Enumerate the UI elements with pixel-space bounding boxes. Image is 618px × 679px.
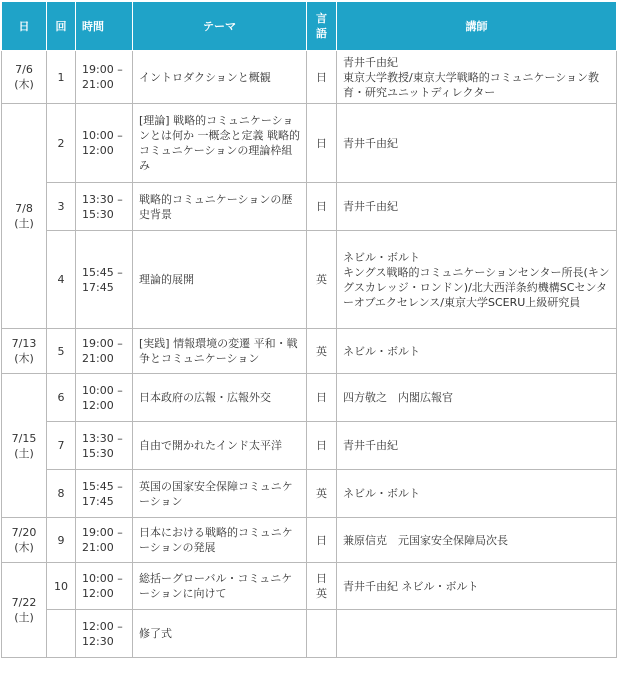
date-weekday: (木) bbox=[14, 541, 34, 554]
time-cell bbox=[76, 231, 133, 329]
session-number: 4 bbox=[47, 231, 76, 329]
theme-cell: [実践] 情報環境の変遷 平和・戦争とコミュニケーション bbox=[133, 329, 307, 374]
table-row bbox=[2, 610, 617, 658]
lecturer-cell: 青井千由紀 bbox=[337, 104, 617, 183]
language-cell: 日 bbox=[307, 51, 337, 104]
lecturer-cell: ネビル・ボルト bbox=[337, 470, 617, 518]
theme-cell: 戦略的コミュニケーションの歴史背景 bbox=[133, 183, 307, 231]
language-ja: 日 bbox=[316, 572, 327, 585]
table-row bbox=[2, 563, 617, 610]
language-cell: 日 bbox=[307, 422, 337, 470]
date-day: 7/8 bbox=[15, 202, 33, 215]
lecturer-cell: 青井千由紀 bbox=[337, 183, 617, 231]
table-row bbox=[2, 104, 617, 183]
time-end: 21:00 bbox=[82, 541, 114, 554]
language-cell: 日 bbox=[307, 374, 337, 422]
time-end: 21:00 bbox=[82, 78, 114, 91]
session-number: 2 bbox=[47, 104, 76, 183]
date-cell bbox=[2, 518, 47, 563]
header-num: 回 bbox=[47, 2, 76, 51]
theme-cell: 英国の国家安全保障コミュニケーション bbox=[133, 470, 307, 518]
time-start: 19:00 – bbox=[82, 63, 123, 76]
language-cell bbox=[307, 563, 337, 610]
language-cell bbox=[307, 610, 337, 658]
time-start: 10:00 – bbox=[82, 572, 123, 585]
table-row bbox=[2, 231, 617, 329]
time-end: 17:45 bbox=[82, 494, 114, 508]
table-row bbox=[2, 183, 617, 231]
lecturer-name: 青井千由紀 bbox=[343, 55, 398, 69]
language-cell: 英 bbox=[307, 470, 337, 518]
header-lang-line1: 言 bbox=[316, 12, 327, 25]
date-weekday: (木) bbox=[14, 78, 34, 91]
language-cell: 日 bbox=[307, 183, 337, 231]
table-row bbox=[2, 422, 617, 470]
table-row bbox=[2, 329, 617, 374]
session-number: 3 bbox=[47, 183, 76, 231]
date-day: 7/15 bbox=[11, 431, 37, 445]
lecturer-cell bbox=[337, 51, 617, 104]
language-en: 英 bbox=[316, 587, 327, 600]
time-cell bbox=[76, 470, 133, 518]
time-end: 12:00 bbox=[82, 587, 114, 600]
header-row bbox=[2, 2, 617, 51]
date-day: 7/13 bbox=[11, 337, 37, 350]
time-start: 13:30 – bbox=[82, 192, 123, 206]
time-start: 12:00 – bbox=[82, 619, 123, 633]
time-end: 15:30 bbox=[82, 446, 114, 460]
table-row bbox=[2, 51, 617, 104]
lecturer-name: ネビル・ボルト bbox=[343, 250, 420, 264]
lecturer-cell bbox=[337, 610, 617, 658]
session-number: 10 bbox=[47, 563, 76, 610]
time-cell bbox=[76, 422, 133, 470]
time-start: 19:00 – bbox=[82, 526, 123, 539]
date-day: 7/20 bbox=[11, 526, 37, 539]
table-row bbox=[2, 518, 617, 563]
time-cell bbox=[76, 374, 133, 422]
lecture-schedule-table bbox=[1, 1, 617, 658]
time-end: 21:00 bbox=[82, 352, 114, 365]
lecturer-cell: ネビル・ボルト bbox=[337, 329, 617, 374]
session-number: 1 bbox=[47, 51, 76, 104]
session-number: 7 bbox=[47, 422, 76, 470]
time-end: 12:00 bbox=[82, 144, 114, 157]
lecturer-cell: 四方敬之 内閣広報官 bbox=[337, 374, 617, 422]
date-weekday: (土) bbox=[14, 611, 34, 624]
date-cell bbox=[2, 104, 47, 329]
lecturer-cell bbox=[337, 231, 617, 329]
time-start: 13:30 – bbox=[82, 431, 123, 445]
time-cell bbox=[76, 563, 133, 610]
date-cell bbox=[2, 329, 47, 374]
time-start: 15:45 – bbox=[82, 479, 123, 493]
time-cell bbox=[76, 518, 133, 563]
time-cell bbox=[76, 104, 133, 183]
header-lecturer: 講師 bbox=[337, 2, 617, 51]
theme-cell: 総括ーグローバル・コミュニケーションに向けて bbox=[133, 563, 307, 610]
time-start: 15:45 – bbox=[82, 265, 123, 279]
time-start: 19:00 – bbox=[82, 337, 123, 350]
time-start: 10:00 – bbox=[82, 129, 123, 142]
header-theme: テーマ bbox=[133, 2, 307, 51]
header-date: 日 bbox=[2, 2, 47, 51]
lecturer-title: 東京大学教授/東京大学戦略的コミュニケーション教育・研究ユニットディレクター bbox=[343, 70, 600, 99]
header-time: 時間 bbox=[76, 2, 133, 51]
theme-cell: 修了式 bbox=[133, 610, 307, 658]
theme-cell: 日本における戦略的コミュニケーションの発展 bbox=[133, 518, 307, 563]
time-end: 15:30 bbox=[82, 207, 114, 221]
time-cell bbox=[76, 183, 133, 231]
date-cell bbox=[2, 51, 47, 104]
date-weekday: (土) bbox=[14, 217, 34, 230]
date-weekday: (土) bbox=[14, 446, 34, 460]
time-end: 17:45 bbox=[82, 280, 114, 294]
time-cell bbox=[76, 610, 133, 658]
time-end: 12:30 bbox=[82, 634, 114, 648]
theme-cell: イントロダクションと概観 bbox=[133, 51, 307, 104]
theme-cell: [理論] 戦略的コミュニケーションとは何か 一概念と定義 戦略的コミュニケーションの理論枠組み bbox=[133, 104, 307, 183]
session-number: 9 bbox=[47, 518, 76, 563]
language-cell: 日 bbox=[307, 518, 337, 563]
date-cell bbox=[2, 374, 47, 518]
lecturer-cell: 青井千由紀 ネビル・ボルト bbox=[337, 563, 617, 610]
session-number: 5 bbox=[47, 329, 76, 374]
date-day: 7/22 bbox=[11, 596, 37, 609]
time-cell bbox=[76, 51, 133, 104]
language-cell: 英 bbox=[307, 231, 337, 329]
session-number: 8 bbox=[47, 470, 76, 518]
date-day: 7/6 bbox=[15, 63, 33, 76]
lecturer-title: キングス戦略的コミュニケーションセンター所長(キングスカレッジ・ロンドン)/北大西洋条約機構SCセンターオブエクセレンス/東京大学SCERU上級研究員 bbox=[343, 265, 610, 309]
theme-cell: 日本政府の広報・広報外交 bbox=[133, 374, 307, 422]
language-cell: 英 bbox=[307, 329, 337, 374]
session-number bbox=[47, 610, 76, 658]
language-cell: 日 bbox=[307, 104, 337, 183]
header-lang bbox=[307, 2, 337, 51]
lecturer-cell: 兼原信克 元国家安全保障局次長 bbox=[337, 518, 617, 563]
time-start: 10:00 – bbox=[82, 383, 123, 397]
time-end: 12:00 bbox=[82, 398, 114, 412]
session-number: 6 bbox=[47, 374, 76, 422]
lecturer-cell: 青井千由紀 bbox=[337, 422, 617, 470]
table-row bbox=[2, 470, 617, 518]
date-weekday: (木) bbox=[14, 352, 34, 365]
theme-cell: 理論的展開 bbox=[133, 231, 307, 329]
header-lang-line2: 語 bbox=[316, 27, 327, 40]
date-cell bbox=[2, 563, 47, 658]
table-row bbox=[2, 374, 617, 422]
theme-cell: 自由で開かれたインド太平洋 bbox=[133, 422, 307, 470]
time-cell bbox=[76, 329, 133, 374]
